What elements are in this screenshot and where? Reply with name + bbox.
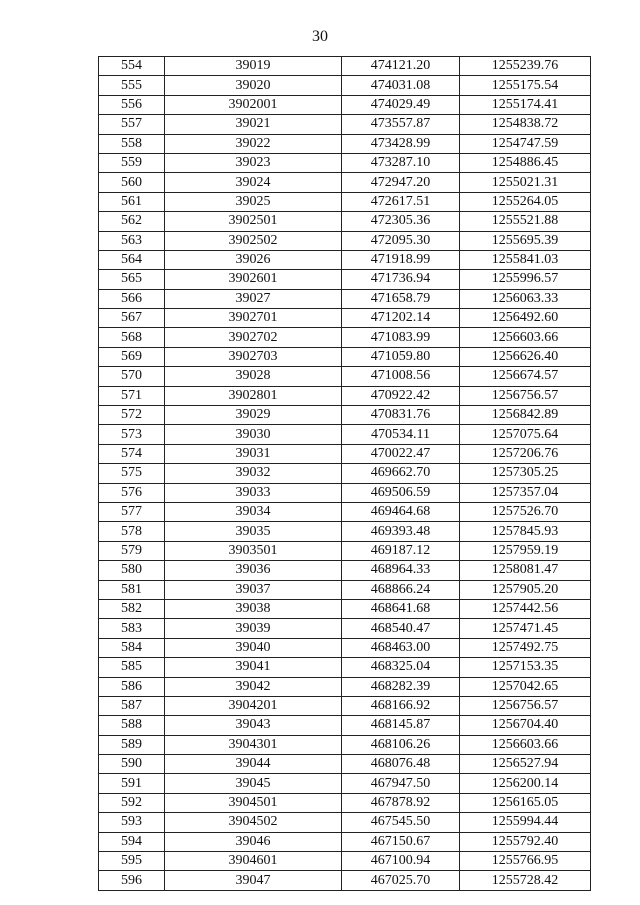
table-row — [99, 250, 591, 269]
point-index-cell: 595 — [99, 852, 165, 871]
x-coordinate-cell: 472305.36 — [342, 212, 460, 231]
x-coordinate-cell: 473287.10 — [342, 153, 460, 172]
table-row — [99, 192, 591, 211]
point-id-cell: 39045 — [165, 774, 342, 793]
table-row — [99, 173, 591, 192]
x-coordinate-cell: 468641.68 — [342, 599, 460, 618]
x-coordinate-cell: 471059.80 — [342, 347, 460, 366]
table-row — [99, 852, 591, 871]
x-coordinate-cell: 467545.50 — [342, 813, 460, 832]
y-coordinate-cell: 1255994.44 — [460, 813, 591, 832]
point-id-cell: 3902001 — [165, 95, 342, 114]
y-coordinate-cell: 1255021.31 — [460, 173, 591, 192]
point-index-cell: 563 — [99, 231, 165, 250]
y-coordinate-cell: 1256527.94 — [460, 755, 591, 774]
point-id-cell: 3903501 — [165, 541, 342, 560]
x-coordinate-cell: 468106.26 — [342, 735, 460, 754]
point-id-cell: 39031 — [165, 444, 342, 463]
x-coordinate-cell: 468282.39 — [342, 677, 460, 696]
point-id-cell: 3902801 — [165, 386, 342, 405]
point-index-cell: 590 — [99, 755, 165, 774]
table-row — [99, 95, 591, 114]
table-row — [99, 270, 591, 289]
table-row — [99, 541, 591, 560]
y-coordinate-cell: 1256756.57 — [460, 386, 591, 405]
point-id-cell: 39026 — [165, 250, 342, 269]
x-coordinate-cell: 468866.24 — [342, 580, 460, 599]
x-coordinate-cell: 471083.99 — [342, 328, 460, 347]
point-id-cell: 39022 — [165, 134, 342, 153]
y-coordinate-cell: 1255175.54 — [460, 76, 591, 95]
table-row — [99, 871, 591, 890]
table-row — [99, 406, 591, 425]
y-coordinate-cell: 1255521.88 — [460, 212, 591, 231]
point-id-cell: 3904502 — [165, 813, 342, 832]
x-coordinate-cell: 471202.14 — [342, 309, 460, 328]
x-coordinate-cell: 473428.99 — [342, 134, 460, 153]
y-coordinate-cell: 1256603.66 — [460, 735, 591, 754]
table-row — [99, 735, 591, 754]
y-coordinate-cell: 1257042.65 — [460, 677, 591, 696]
point-index-cell: 579 — [99, 541, 165, 560]
y-coordinate-cell: 1256674.57 — [460, 367, 591, 386]
x-coordinate-cell: 474029.49 — [342, 95, 460, 114]
x-coordinate-cell: 468964.33 — [342, 561, 460, 580]
y-coordinate-cell: 1256063.33 — [460, 289, 591, 308]
table-row — [99, 832, 591, 851]
y-coordinate-cell: 1257206.76 — [460, 444, 591, 463]
point-index-cell: 583 — [99, 619, 165, 638]
x-coordinate-cell: 470022.47 — [342, 444, 460, 463]
table-row — [99, 386, 591, 405]
point-index-cell: 554 — [99, 57, 165, 76]
y-coordinate-cell: 1254838.72 — [460, 115, 591, 134]
point-id-cell: 39039 — [165, 619, 342, 638]
point-index-cell: 593 — [99, 813, 165, 832]
point-index-cell: 568 — [99, 328, 165, 347]
y-coordinate-cell: 1257075.64 — [460, 425, 591, 444]
point-id-cell: 3902501 — [165, 212, 342, 231]
point-id-cell: 39044 — [165, 755, 342, 774]
table-row — [99, 716, 591, 735]
x-coordinate-cell: 472095.30 — [342, 231, 460, 250]
x-coordinate-cell: 471658.79 — [342, 289, 460, 308]
y-coordinate-cell: 1255792.40 — [460, 832, 591, 851]
y-coordinate-cell: 1257905.20 — [460, 580, 591, 599]
x-coordinate-cell: 471008.56 — [342, 367, 460, 386]
point-index-cell: 565 — [99, 270, 165, 289]
point-index-cell: 584 — [99, 638, 165, 657]
point-id-cell: 3902702 — [165, 328, 342, 347]
point-id-cell: 39040 — [165, 638, 342, 657]
y-coordinate-cell: 1257526.70 — [460, 502, 591, 521]
table-row — [99, 367, 591, 386]
x-coordinate-cell: 467878.92 — [342, 793, 460, 812]
point-id-cell: 39020 — [165, 76, 342, 95]
table-row — [99, 755, 591, 774]
point-id-cell: 39027 — [165, 289, 342, 308]
point-index-cell: 592 — [99, 793, 165, 812]
y-coordinate-cell: 1255264.05 — [460, 192, 591, 211]
table-row — [99, 580, 591, 599]
point-index-cell: 580 — [99, 561, 165, 580]
point-index-cell: 567 — [99, 309, 165, 328]
point-index-cell: 576 — [99, 483, 165, 502]
point-index-cell: 562 — [99, 212, 165, 231]
table-row — [99, 464, 591, 483]
point-index-cell: 564 — [99, 250, 165, 269]
x-coordinate-cell: 471918.99 — [342, 250, 460, 269]
point-id-cell: 3904501 — [165, 793, 342, 812]
x-coordinate-cell: 470831.76 — [342, 406, 460, 425]
x-coordinate-cell: 467150.67 — [342, 832, 460, 851]
point-id-cell: 39033 — [165, 483, 342, 502]
x-coordinate-cell: 469187.12 — [342, 541, 460, 560]
y-coordinate-cell: 1256603.66 — [460, 328, 591, 347]
y-coordinate-cell: 1255174.41 — [460, 95, 591, 114]
y-coordinate-cell: 1256756.57 — [460, 696, 591, 715]
point-id-cell: 39041 — [165, 658, 342, 677]
x-coordinate-cell: 474121.20 — [342, 57, 460, 76]
table-row — [99, 309, 591, 328]
coordinates-table — [98, 56, 591, 891]
point-index-cell: 581 — [99, 580, 165, 599]
x-coordinate-cell: 467100.94 — [342, 852, 460, 871]
y-coordinate-cell: 1257471.45 — [460, 619, 591, 638]
point-index-cell: 557 — [99, 115, 165, 134]
table-row — [99, 212, 591, 231]
x-coordinate-cell: 468463.00 — [342, 638, 460, 657]
point-index-cell: 555 — [99, 76, 165, 95]
x-coordinate-cell: 474031.08 — [342, 76, 460, 95]
x-coordinate-cell: 472617.51 — [342, 192, 460, 211]
point-index-cell: 560 — [99, 173, 165, 192]
point-index-cell: 588 — [99, 716, 165, 735]
y-coordinate-cell: 1255239.76 — [460, 57, 591, 76]
point-id-cell: 39025 — [165, 192, 342, 211]
point-index-cell: 596 — [99, 871, 165, 890]
point-index-cell: 559 — [99, 153, 165, 172]
y-coordinate-cell: 1256165.05 — [460, 793, 591, 812]
table-row — [99, 115, 591, 134]
point-index-cell: 566 — [99, 289, 165, 308]
point-index-cell: 561 — [99, 192, 165, 211]
point-id-cell: 39046 — [165, 832, 342, 851]
point-id-cell: 39023 — [165, 153, 342, 172]
point-id-cell: 39036 — [165, 561, 342, 580]
point-index-cell: 558 — [99, 134, 165, 153]
table-row — [99, 483, 591, 502]
y-coordinate-cell: 1256842.89 — [460, 406, 591, 425]
y-coordinate-cell: 1257845.93 — [460, 522, 591, 541]
point-index-cell: 556 — [99, 95, 165, 114]
point-id-cell: 39030 — [165, 425, 342, 444]
point-id-cell: 39038 — [165, 599, 342, 618]
table-row — [99, 57, 591, 76]
table-row — [99, 444, 591, 463]
x-coordinate-cell: 472947.20 — [342, 173, 460, 192]
point-id-cell: 39019 — [165, 57, 342, 76]
point-index-cell: 577 — [99, 502, 165, 521]
table-row — [99, 347, 591, 366]
x-coordinate-cell: 469506.59 — [342, 483, 460, 502]
table-row — [99, 793, 591, 812]
point-id-cell: 39043 — [165, 716, 342, 735]
table-row — [99, 502, 591, 521]
point-index-cell: 587 — [99, 696, 165, 715]
table-row — [99, 289, 591, 308]
point-index-cell: 574 — [99, 444, 165, 463]
table-row — [99, 696, 591, 715]
point-index-cell: 569 — [99, 347, 165, 366]
point-index-cell: 582 — [99, 599, 165, 618]
point-id-cell: 39034 — [165, 502, 342, 521]
y-coordinate-cell: 1257357.04 — [460, 483, 591, 502]
point-index-cell: 578 — [99, 522, 165, 541]
table-row — [99, 231, 591, 250]
y-coordinate-cell: 1254747.59 — [460, 134, 591, 153]
y-coordinate-cell: 1256704.40 — [460, 716, 591, 735]
point-index-cell: 572 — [99, 406, 165, 425]
table-row — [99, 658, 591, 677]
point-id-cell: 3902701 — [165, 309, 342, 328]
table-row — [99, 425, 591, 444]
point-index-cell: 591 — [99, 774, 165, 793]
point-id-cell: 39047 — [165, 871, 342, 890]
point-id-cell: 39029 — [165, 406, 342, 425]
point-id-cell: 39021 — [165, 115, 342, 134]
y-coordinate-cell: 1255766.95 — [460, 852, 591, 871]
point-id-cell: 3904201 — [165, 696, 342, 715]
table-row — [99, 153, 591, 172]
y-coordinate-cell: 1255728.42 — [460, 871, 591, 890]
page-number: 30 — [312, 28, 328, 45]
table-row — [99, 619, 591, 638]
y-coordinate-cell: 1257305.25 — [460, 464, 591, 483]
x-coordinate-cell: 468076.48 — [342, 755, 460, 774]
y-coordinate-cell: 1256492.60 — [460, 309, 591, 328]
table-row — [99, 76, 591, 95]
y-coordinate-cell: 1257959.19 — [460, 541, 591, 560]
point-id-cell: 39032 — [165, 464, 342, 483]
table-row — [99, 134, 591, 153]
point-index-cell: 573 — [99, 425, 165, 444]
x-coordinate-cell: 470922.42 — [342, 386, 460, 405]
table-row — [99, 328, 591, 347]
x-coordinate-cell: 469464.68 — [342, 502, 460, 521]
x-coordinate-cell: 471736.94 — [342, 270, 460, 289]
point-index-cell: 575 — [99, 464, 165, 483]
x-coordinate-cell: 467947.50 — [342, 774, 460, 793]
x-coordinate-cell: 468325.04 — [342, 658, 460, 677]
point-index-cell: 585 — [99, 658, 165, 677]
y-coordinate-cell: 1258081.47 — [460, 561, 591, 580]
x-coordinate-cell: 469662.70 — [342, 464, 460, 483]
point-index-cell: 571 — [99, 386, 165, 405]
y-coordinate-cell: 1255695.39 — [460, 231, 591, 250]
table-row — [99, 813, 591, 832]
y-coordinate-cell: 1257492.75 — [460, 638, 591, 657]
table-row — [99, 561, 591, 580]
x-coordinate-cell: 467025.70 — [342, 871, 460, 890]
point-id-cell: 39028 — [165, 367, 342, 386]
x-coordinate-cell: 468166.92 — [342, 696, 460, 715]
point-index-cell: 586 — [99, 677, 165, 696]
table-row — [99, 677, 591, 696]
point-id-cell: 3902601 — [165, 270, 342, 289]
x-coordinate-cell: 473557.87 — [342, 115, 460, 134]
y-coordinate-cell: 1255841.03 — [460, 250, 591, 269]
x-coordinate-cell: 470534.11 — [342, 425, 460, 444]
x-coordinate-cell: 468540.47 — [342, 619, 460, 638]
point-index-cell: 570 — [99, 367, 165, 386]
point-id-cell: 39035 — [165, 522, 342, 541]
y-coordinate-cell: 1256626.40 — [460, 347, 591, 366]
table-row — [99, 774, 591, 793]
table-row — [99, 599, 591, 618]
y-coordinate-cell: 1256200.14 — [460, 774, 591, 793]
x-coordinate-cell: 469393.48 — [342, 522, 460, 541]
y-coordinate-cell: 1257153.35 — [460, 658, 591, 677]
point-id-cell: 39037 — [165, 580, 342, 599]
point-id-cell: 3902703 — [165, 347, 342, 366]
point-id-cell: 3904601 — [165, 852, 342, 871]
y-coordinate-cell: 1255996.57 — [460, 270, 591, 289]
y-coordinate-cell: 1254886.45 — [460, 153, 591, 172]
point-index-cell: 589 — [99, 735, 165, 754]
point-id-cell: 3902502 — [165, 231, 342, 250]
x-coordinate-cell: 468145.87 — [342, 716, 460, 735]
table-row — [99, 522, 591, 541]
coordinates-table-body — [99, 57, 591, 891]
point-id-cell: 3904301 — [165, 735, 342, 754]
point-id-cell: 39024 — [165, 173, 342, 192]
table-row — [99, 638, 591, 657]
point-index-cell: 594 — [99, 832, 165, 851]
y-coordinate-cell: 1257442.56 — [460, 599, 591, 618]
point-id-cell: 39042 — [165, 677, 342, 696]
